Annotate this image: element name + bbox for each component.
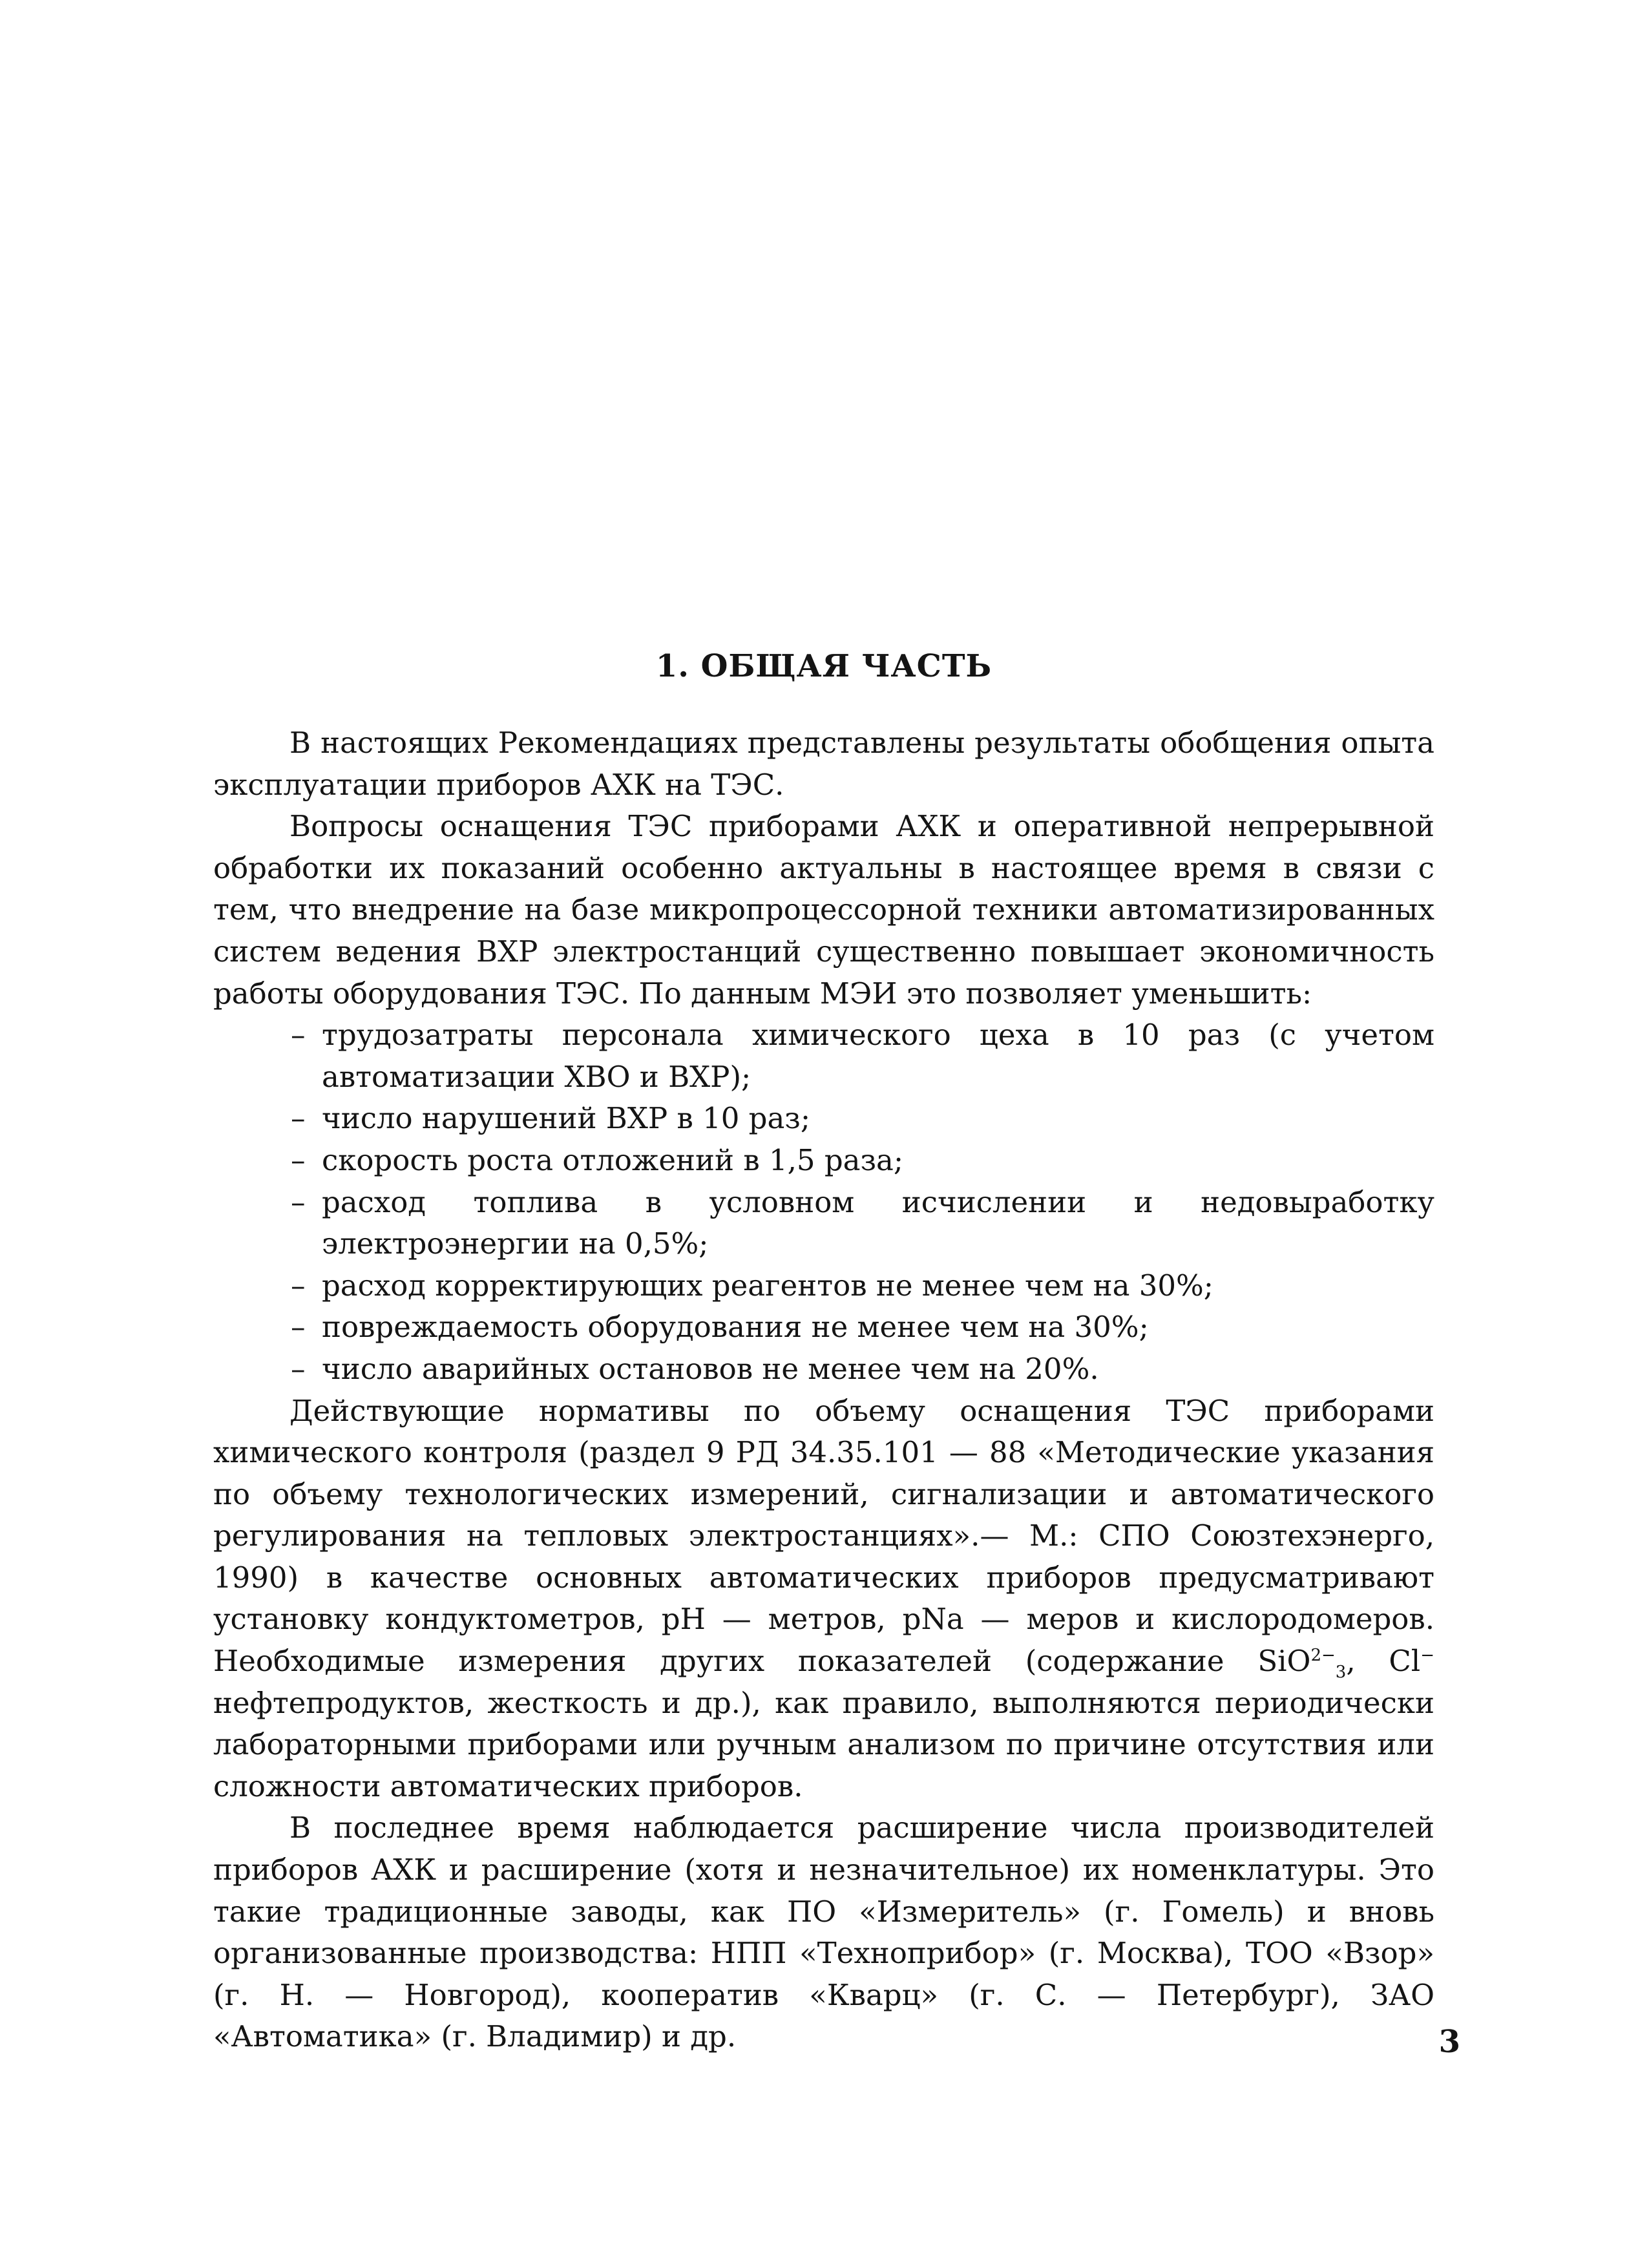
list-item: [213, 1014, 1434, 1098]
list-item: [213, 1307, 1434, 1349]
list-item-text: число нарушений ВХР в 10 раз;: [322, 1101, 811, 1136]
paragraph-intro: В настоящих Рекомендациях представлены результаты обобщения опыта эксплуатации приборов АХК на ТЭС.: [213, 726, 1434, 802]
list-item-text: скорость роста отложений в 1,5 раза;: [322, 1142, 903, 1177]
list-dash: –: [291, 1351, 306, 1386]
list-item: [213, 1349, 1434, 1391]
list-item-text: повреждаемость оборудования не менее чем на 30%;: [322, 1310, 1149, 1345]
section-heading: 1. ОБЩАЯ ЧАСТЬ: [655, 648, 993, 684]
paragraph-standards: Действующие нормативы по объему оснащения ТЭС приборами химического контроля (раздел 9 РД 34.35.101 — 88 «Методические указания по объему технологических измерений, сигнализации и автоматического регулирования на тепловых электростанциях».— М.: СПО Союзтехэнерго, 1990) в качестве основных автоматических приборов предусматривают установку кондуктометров, рН — метров, pNa — меров и кислородомеров. Необходимые измерения других показателей (содержание SiO$^{2-}_3$, Cl− нефтепродуктов, жесткость и др.), как правило, выполняются периодически лабораторными приборами или ручным анализом по причине отсутствия или сложности автоматических приборов.: [213, 1393, 1434, 1803]
list-item: [213, 1098, 1434, 1140]
list-dash: –: [291, 1268, 306, 1303]
paragraph-manufacturers: В последнее время наблюдается расширение числа производителей приборов АХК и расширение (хотя и незначительное) их номенклатуры. Это такие традиционные заводы, как ПО «Измеритель» (г. Гомель) и вновь организованные производства: НПП «Техноприбор» (г. Москва), ТОО «Взор» (г. Н. — Новгород), кооператив «Кварц» (г. С. — Петербург), ЗАО «Автоматика» (г. Владимир) и др.: [213, 1811, 1434, 2054]
list-item-text: трудозатраты персонала химического цеха в 10 раз (с учетом автоматизации ХВО и ВХР);: [322, 1018, 1434, 1094]
list-item-text: расход корректирующих реагентов не менее чем на 30%;: [322, 1268, 1213, 1303]
paragraph-equipment: Вопросы оснащения ТЭС приборами АХК и оперативной непрерывной обработки их показаний особенно актуальны в настоящее время в связи с тем, что внедрение на базе микропроцессорной техники автоматизированных систем ведения ВХР электростанций существенно повышает экономичность работы оборудования ТЭС. По данным МЭИ это позволяет уменьшить:: [213, 809, 1434, 1011]
chloride-formula: Cl−: [1389, 1644, 1434, 1679]
silicate-formula: SiO$^{2-}_3$: [1257, 1644, 1347, 1683]
list-dash: –: [291, 1101, 306, 1136]
list-dash: –: [291, 1142, 306, 1177]
page-number: 3: [1438, 2024, 1460, 2060]
list-item: [213, 1182, 1434, 1265]
list-dash: –: [291, 1018, 306, 1053]
body-text: [213, 722, 1434, 2058]
list-item: [213, 1140, 1434, 1182]
list-item-text: расход топлива в условном исчислении и недовыработку электроэнергии на 0,5%;: [322, 1184, 1434, 1261]
list-item: [213, 1265, 1434, 1307]
list-dash: –: [291, 1184, 306, 1219]
list-dash: –: [291, 1310, 306, 1345]
benefits-list: [213, 1014, 1434, 1390]
standards-text: Действующие нормативы по объему оснащения ТЭС приборами химического контроля (раздел 9 РД 34.35.101 — 88 «Методические указания по объему технологических измерений, сигнализации и автоматического регулирования на тепловых электростанциях».— М.: СПО Союзтехэнерго, 1990) в качестве основных автоматических приборов предусматривают установку кондуктометров, рН — метров, pNa — меров и кислородомеров. Необходимые измерения других показателей (содержание: [213, 1393, 1434, 1679]
standards-tail: нефтепродуктов, жесткость и др.), как правило, выполняются периодически лабораторными приборами или ручным анализом по причине отсутствия или сложности автоматических приборов.: [213, 1685, 1434, 1803]
list-item-text: число аварийных остановов не менее чем на 20%.: [322, 1351, 1099, 1386]
